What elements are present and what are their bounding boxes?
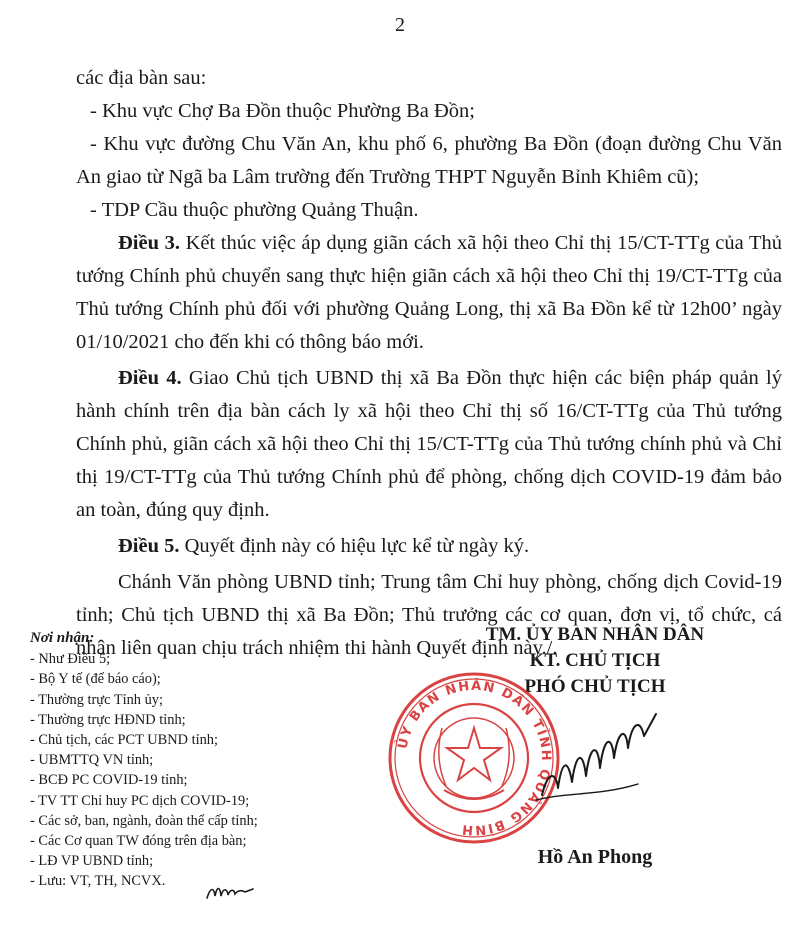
recipients-block xyxy=(30,628,370,892)
recipients-title: Nơi nhận: xyxy=(30,630,95,646)
article-3 xyxy=(76,227,782,359)
list-item: - Khu vực đường Chu Văn An, khu phố 6, phường Ba Đồn (đoạn đường Chu Văn An giao từ Ngã ba Lâm trường đến Trường THPT Nguyễn Bỉnh Khiêm cũ); xyxy=(76,133,782,188)
page-number: 2 xyxy=(395,14,405,36)
list-item: - Bộ Y tế (để báo cáo); xyxy=(30,671,161,688)
list-item: - Như Điều 5; xyxy=(30,651,111,668)
article-4 xyxy=(76,362,782,527)
signer-name: Hồ An Phong xyxy=(537,846,653,868)
list-item: - BCĐ PC COVID-19 tỉnh; xyxy=(30,772,188,789)
article-text: Quyết định này có hiệu lực kể từ ngày ký. xyxy=(179,535,530,557)
recipients-list xyxy=(30,649,370,891)
svg-text:ỦY BAN NHÂN DÂN TỈNH QUẢNG BÌN: ỦY BAN NHÂN DÂN TỈNH QUẢNG BÌNH xyxy=(395,678,554,838)
signature-icon xyxy=(528,700,668,810)
article-label: Điều 3. xyxy=(118,232,180,254)
intro-line: các địa bàn sau: xyxy=(76,67,207,89)
list-item: - Các Cơ quan TW đóng trên địa bàn; xyxy=(30,833,247,850)
signature-title: KT. CHỦ TỊCH xyxy=(529,650,661,671)
signature-title: PHÓ CHỦ TỊCH xyxy=(524,676,666,697)
list-item: - Lưu: VT, TH, NCVX. xyxy=(30,873,166,890)
list-item: - UBMTTQ VN tỉnh; xyxy=(30,752,154,769)
list-item: - Thường trực Tỉnh ủy; xyxy=(30,691,163,708)
article-label: Điều 4. xyxy=(118,367,182,389)
list-item: - TDP Cầu thuộc phường Quảng Thuận. xyxy=(90,199,419,221)
list-item: - Chủ tịch, các PCT UBND tỉnh; xyxy=(30,732,218,749)
article-label: Điều 5. xyxy=(118,535,180,557)
list-item: - TV TT Chỉ huy PC dịch COVID-19; xyxy=(30,792,250,809)
signature-title: TM. ỦY BAN NHÂN DÂN xyxy=(485,624,705,645)
list-item: - Các sở, ban, ngành, đoàn thể cấp tỉnh; xyxy=(30,812,258,829)
document-body xyxy=(76,62,782,665)
closing-paragraph: Chánh Văn phòng UBND tỉnh; Trung tâm Chỉ huy phòng, chống dịch Covid-19 tỉnh; Chủ tịch UBND thị xã Ba Đồn; Thủ trưởng các cơ quan, đơn vị, tổ chức, cá nhân liên quan chịu trách nhiệm thi hành Quyết định này./. xyxy=(76,571,782,659)
article-text: Giao Chủ tịch UBND thị xã Ba Đồn thực hiện các biện pháp quản lý hành chính trên địa bàn cách ly xã hội theo Chỉ thị số 16/CT-TTg của Thủ tướng Chính phủ, giãn cách xã hội theo Chỉ thị 15/CT-TTg của Thủ tướng chính phủ và Chỉ thị 19/CT-TTg của Thủ tướng Chính phủ để phòng, chống dịch COVID-19 đảm bảo an toàn, đúng quy định. xyxy=(76,367,783,521)
initial-signature-icon xyxy=(205,876,255,904)
list-item: - Thường trực HĐND tỉnh; xyxy=(30,711,186,728)
article-text: Kết thúc việc áp dụng giãn cách xã hội theo Chỉ thị 15/CT-TTg của Thủ tướng Chính phủ chuyển sang thực hiện giãn cách xã hội theo Chỉ thị 19/CT-TTg của Thủ tướng Chính phủ đối với phường Quảng Long, thị xã Ba Đồn kể từ 12h00’ ngày 01/10/2021 cho đến khi có thông báo mới. xyxy=(76,232,783,353)
article-5 xyxy=(76,530,782,563)
list-item: - LĐ VP UBND tỉnh; xyxy=(30,853,154,870)
list-item: - Khu vực Chợ Ba Đồn thuộc Phường Ba Đồn; xyxy=(90,100,475,122)
